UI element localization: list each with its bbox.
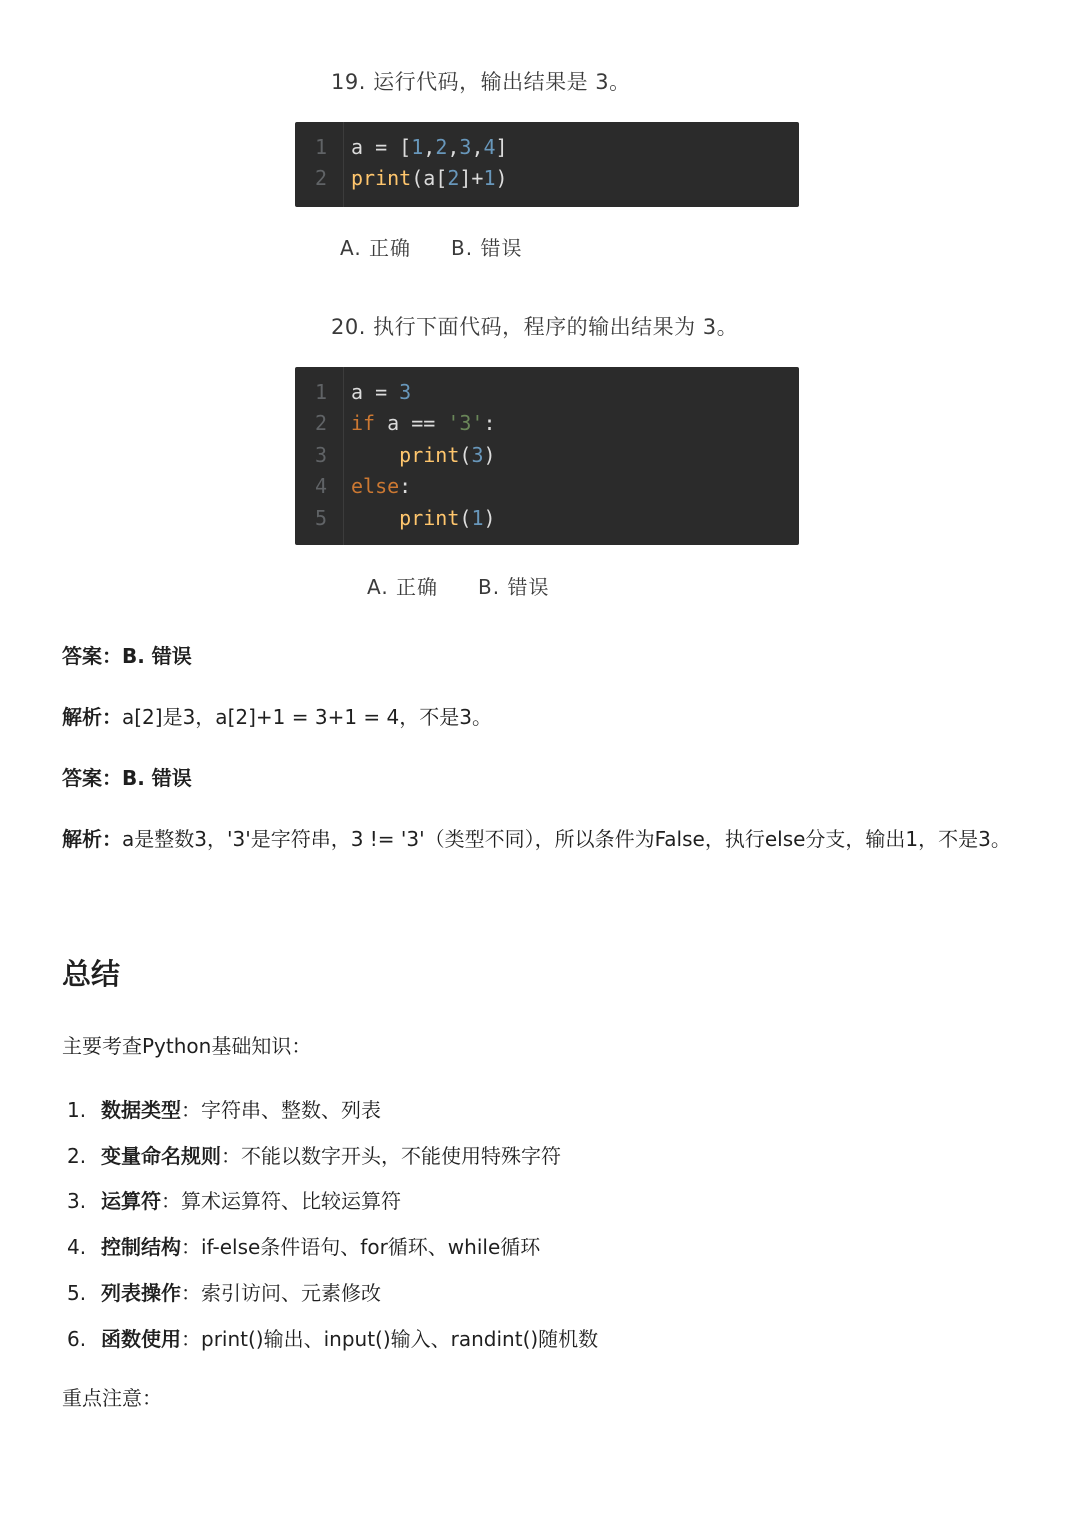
summary-item <box>67 1185 401 1214</box>
analysis-label: 解析： <box>62 705 122 729</box>
line-number: 2 <box>315 166 328 190</box>
code-text: print(a[2]+1) <box>351 166 508 190</box>
item-text: ：不能以数字开头，不能使用特殊字符 <box>221 1144 561 1168</box>
item-text: ：字符串、整数、列表 <box>181 1098 381 1122</box>
answer-value: B. 错误 <box>122 766 192 790</box>
code-text: print(1) <box>399 505 496 530</box>
summary-item <box>67 1277 381 1306</box>
answer-2 <box>62 759 192 797</box>
option-a[interactable]: A. 正确 <box>340 236 412 260</box>
item-label: 变量命名规则 <box>101 1144 221 1168</box>
item-text: ：索引访问、元素修改 <box>181 1281 381 1305</box>
line-number: 1 <box>315 135 328 159</box>
question-20-title: 20. 执行下面代码，程序的输出结果为 3。 <box>331 315 739 339</box>
question-19-title: 19. 运行代码，输出结果是 3。 <box>331 70 631 94</box>
analysis-text: a[2]是3，a[2]+1 = 3+1 = 4，不是3。 <box>122 705 492 729</box>
key-notes-label: 重点注意： <box>62 1386 162 1410</box>
summary-item <box>67 1231 540 1260</box>
code-block-q20 <box>295 367 799 545</box>
line-number: 1 <box>315 380 328 404</box>
answer-label: 答案： <box>62 766 122 790</box>
code-block-q19 <box>295 122 799 207</box>
line-number: 4 <box>315 474 328 499</box>
line-number: 2 <box>315 411 328 436</box>
line-number: 3 <box>315 442 328 467</box>
summary-item <box>67 1323 598 1352</box>
analysis-1 <box>62 698 492 736</box>
item-text: ：print()输出、input()输入、randint()随机数 <box>181 1327 599 1351</box>
item-number: 6. <box>67 1327 87 1351</box>
item-label: 运算符 <box>101 1189 161 1213</box>
analysis-2 <box>62 820 1022 858</box>
analysis-label: 解析： <box>62 827 122 851</box>
item-number: 3. <box>67 1189 87 1213</box>
q20-options <box>367 571 589 600</box>
option-b[interactable]: B. 错误 <box>451 236 523 260</box>
code-text: a = [1,2,3,4] <box>351 135 508 159</box>
item-label: 控制结构 <box>101 1235 181 1259</box>
option-a[interactable]: A. 正确 <box>367 575 439 599</box>
summary-intro: 主要考查Python基础知识： <box>62 1034 312 1058</box>
summary-item <box>67 1140 561 1169</box>
item-number: 2. <box>67 1144 87 1168</box>
answer-value: B. 错误 <box>122 644 192 668</box>
code-text: print(3) <box>399 442 496 467</box>
item-text: ：算术运算符、比较运算符 <box>161 1189 401 1213</box>
item-label: 函数使用 <box>101 1327 181 1351</box>
item-text: ：if-else条件语句、for循环、while循环 <box>181 1235 541 1259</box>
answer-1 <box>62 637 192 675</box>
analysis-text: a是整数3，'3'是字符串，3 != '3'（类型不同），所以条件为False，执行else分支，输出1，不是3。 <box>122 827 1011 851</box>
item-number: 5. <box>67 1281 87 1305</box>
summary-heading: 总结 <box>62 957 121 991</box>
item-label: 数据类型 <box>101 1098 181 1122</box>
item-number: 4. <box>67 1235 87 1259</box>
code-text: if a == '3': <box>351 411 496 436</box>
code-text: else: <box>351 474 412 499</box>
code-text: a = 3 <box>351 380 412 404</box>
item-label: 列表操作 <box>101 1281 181 1305</box>
option-b[interactable]: B. 错误 <box>478 575 550 599</box>
item-number: 1. <box>67 1098 87 1122</box>
line-number: 5 <box>315 505 328 530</box>
q19-options <box>340 232 562 261</box>
answer-label: 答案： <box>62 644 122 668</box>
summary-item <box>67 1094 381 1123</box>
